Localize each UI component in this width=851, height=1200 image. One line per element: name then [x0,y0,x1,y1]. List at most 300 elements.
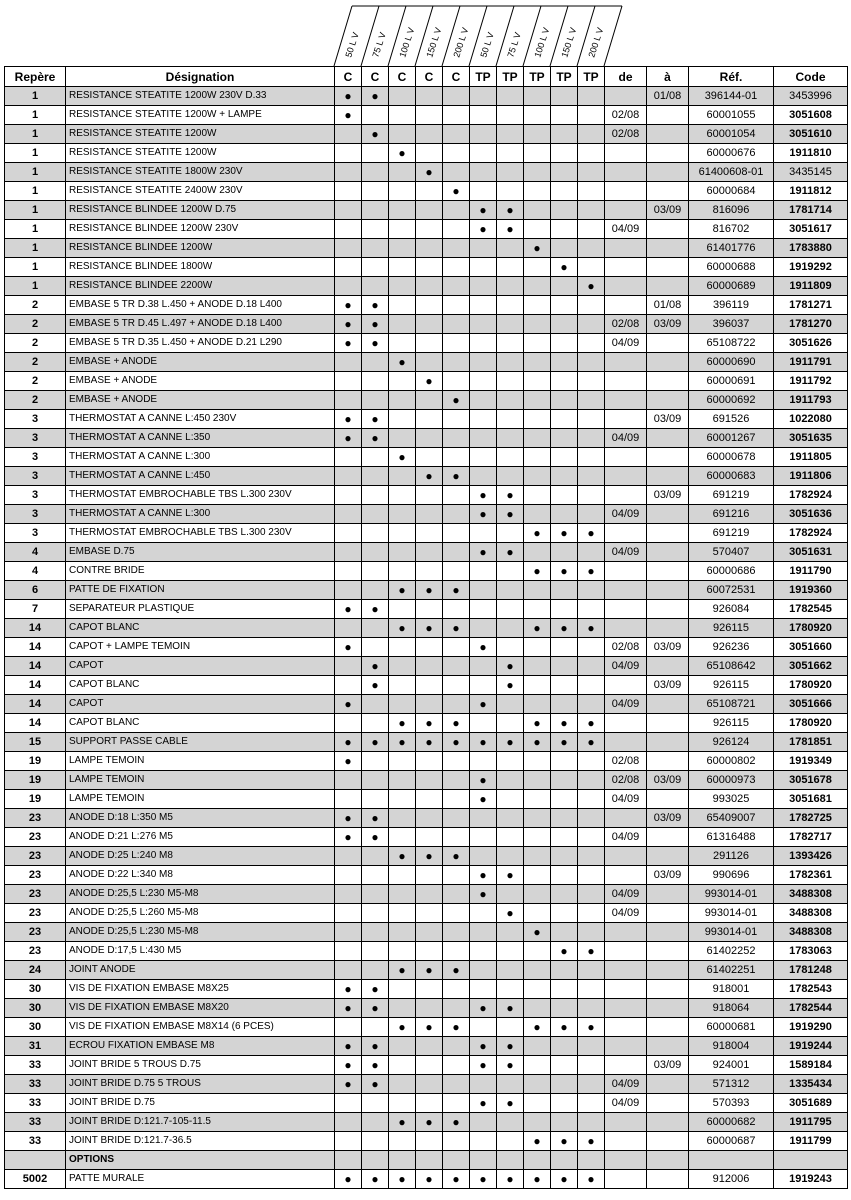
date-to-cell [647,543,689,562]
date-from-cell: 02/08 [605,638,647,657]
header-ref: Réf. [689,67,774,87]
table-row [5,353,848,372]
compat-cell [551,999,578,1018]
compat-cell [443,638,470,657]
compat-cell [578,923,605,942]
table-row [5,638,848,657]
compat-dot-icon: ● [344,1077,352,1091]
compat-cell [443,980,470,999]
code-cell: 3435145 [774,163,848,182]
table-row [5,562,848,581]
compat-cell [578,695,605,714]
compat-cell [578,1056,605,1075]
compat-dot-icon: ● [479,1096,487,1110]
compat-cell [470,828,497,847]
date-from-cell [605,866,647,885]
date-to-cell [647,904,689,923]
compat-cell [389,1132,416,1151]
header-type-3: C [416,67,443,87]
designation-cell: VIS DE FIXATION EMBASE M8X25 [66,980,335,999]
compat-dot-icon: ● [587,1172,595,1186]
ref-cell: 691526 [689,410,774,429]
date-from-cell: 02/08 [605,771,647,790]
date-from-cell: 04/09 [605,885,647,904]
compat-dot-icon: ● [479,545,487,559]
table-row [5,714,848,733]
compat-cell [335,391,362,410]
compat-cell [578,1037,605,1056]
compat-cell [551,353,578,372]
date-from-cell [605,847,647,866]
compat-cell [551,1094,578,1113]
code-cell: 1911799 [774,1132,848,1151]
compat-cell [362,391,389,410]
compat-dot-icon: ● [506,1172,514,1186]
compat-cell [416,1037,443,1056]
compat-cell [389,334,416,353]
code-cell: 3488308 [774,885,848,904]
code-cell: 3051636 [774,505,848,524]
compat-cell [443,201,470,220]
compat-dot-icon: ● [344,811,352,825]
compat-cell [443,1094,470,1113]
compat-cell [389,771,416,790]
date-to-cell [647,144,689,163]
compat-dot-icon: ● [587,1020,595,1034]
compat-dot-icon: ● [506,678,514,692]
compat-cell [551,106,578,125]
ref-cell: 65108642 [689,657,774,676]
compat-cell [443,619,470,638]
compat-dot-icon: ● [344,336,352,350]
compat-cell [362,543,389,562]
repere-cell: 2 [5,391,66,410]
header-divider-line [604,6,622,66]
compat-cell [389,87,416,106]
compat-cell [443,904,470,923]
compat-cell [470,581,497,600]
compat-dot-icon: ● [452,716,460,730]
designation-cell: THERMOSTAT A CANNE L:350 [66,429,335,448]
ref-cell: 65108721 [689,695,774,714]
compat-cell [362,1075,389,1094]
compat-cell [470,885,497,904]
date-from-cell: 04/09 [605,904,647,923]
designation-cell: EMBASE 5 TR D.38 L.450 + ANODE D.18 L400 [66,296,335,315]
compat-cell [389,904,416,923]
compat-cell [389,144,416,163]
compat-cell [335,923,362,942]
repere-cell: 3 [5,505,66,524]
compat-cell [335,581,362,600]
compat-cell [497,1170,524,1189]
compat-cell [524,1170,551,1189]
compat-cell [578,220,605,239]
compat-cell [578,809,605,828]
compat-cell [578,315,605,334]
table-row [5,410,848,429]
compat-dot-icon: ● [344,108,352,122]
repere-cell: 1 [5,182,66,201]
power-label: 150 L V [559,26,579,59]
repere-cell: 23 [5,942,66,961]
compat-cell [470,182,497,201]
compat-cell [578,1113,605,1132]
compat-cell [335,258,362,277]
compat-cell [335,125,362,144]
designation-cell: EMBASE + ANODE [66,372,335,391]
table-row [5,524,848,543]
date-to-cell [647,733,689,752]
compat-cell [389,201,416,220]
repere-cell: 30 [5,980,66,999]
compat-cell [443,467,470,486]
date-to-cell [647,714,689,733]
compat-cell [497,144,524,163]
code-cell: 1782924 [774,524,848,543]
compat-cell [551,220,578,239]
compat-cell [443,448,470,467]
table-row [5,1170,848,1189]
table-row [5,695,848,714]
code-cell: 1781714 [774,201,848,220]
compat-cell [443,771,470,790]
code-cell: 1782361 [774,866,848,885]
compat-cell [497,505,524,524]
compat-cell [497,201,524,220]
compat-cell [389,714,416,733]
compat-cell [443,1132,470,1151]
header-type-8: TP [551,67,578,87]
compat-cell [551,562,578,581]
compat-cell [551,809,578,828]
compat-cell [335,1018,362,1037]
header-type-0: C [335,67,362,87]
compat-cell [524,828,551,847]
designation-cell: SEPARATEUR PLASTIQUE [66,600,335,619]
compat-dot-icon: ● [452,735,460,749]
designation-cell: ANODE D:21 L:276 M5 [66,828,335,847]
date-from-cell: 04/09 [605,695,647,714]
table-header-row [5,67,848,87]
compat-cell [497,619,524,638]
compat-cell [335,904,362,923]
ref-cell: 60000689 [689,277,774,296]
compat-dot-icon: ● [344,640,352,654]
compat-cell [443,524,470,543]
designation-cell: EMBASE 5 TR D.35 L.450 + ANODE D.21 L290 [66,334,335,353]
compat-dot-icon: ● [479,735,487,749]
code-cell: 1911791 [774,353,848,372]
compat-cell [335,619,362,638]
compat-cell [389,467,416,486]
code-cell: 1911806 [774,467,848,486]
table-row [5,258,848,277]
compat-cell [362,429,389,448]
date-from-cell [605,144,647,163]
compat-cell [551,942,578,961]
compat-cell [389,866,416,885]
table-row [5,144,848,163]
compat-cell [389,657,416,676]
compat-cell [524,581,551,600]
compat-cell [389,1170,416,1189]
compat-cell [389,1151,416,1170]
compat-dot-icon: ● [587,944,595,958]
code-cell: 3051631 [774,543,848,562]
table-row [5,1113,848,1132]
compat-cell [335,1132,362,1151]
compat-cell [335,448,362,467]
header-code: Code [774,67,848,87]
compat-dot-icon: ● [344,89,352,103]
ref-cell: 926084 [689,600,774,619]
ref-cell: 60000676 [689,144,774,163]
compat-cell [578,448,605,467]
compat-cell [551,144,578,163]
compat-dot-icon: ● [344,735,352,749]
compat-dot-icon: ● [587,564,595,578]
compat-cell [416,1132,443,1151]
compat-cell [335,410,362,429]
designation-cell: CAPOT [66,695,335,714]
ref-cell: 918001 [689,980,774,999]
compat-cell [497,923,524,942]
compat-cell [389,163,416,182]
code-cell: 3051617 [774,220,848,239]
compat-cell [497,239,524,258]
compat-dot-icon: ● [479,640,487,654]
ref-cell: 990696 [689,866,774,885]
compat-cell [389,125,416,144]
compat-cell [362,372,389,391]
designation-cell: RESISTANCE STEATITE 1200W [66,144,335,163]
code-cell: 1911790 [774,562,848,581]
table-row [5,752,848,771]
compat-cell [416,201,443,220]
repere-cell: 33 [5,1132,66,1151]
repere-cell: 14 [5,695,66,714]
header-type-2: C [389,67,416,87]
compat-cell [362,923,389,942]
repere-cell [5,1151,66,1170]
table-row [5,1018,848,1037]
compat-cell [416,182,443,201]
code-cell: 1782543 [774,980,848,999]
code-cell [774,1151,848,1170]
compat-cell [578,372,605,391]
compat-cell [524,619,551,638]
compat-cell [362,733,389,752]
compat-cell [470,619,497,638]
repere-cell: 19 [5,752,66,771]
parts-table [4,66,848,1189]
repere-cell: 33 [5,1075,66,1094]
compat-cell [335,182,362,201]
compat-cell [443,220,470,239]
table-row [5,657,848,676]
compat-cell [335,1151,362,1170]
date-from-cell: 04/09 [605,543,647,562]
compat-cell [497,486,524,505]
date-to-cell [647,562,689,581]
repere-cell: 14 [5,676,66,695]
designation-cell: CAPOT [66,657,335,676]
date-from-cell [605,258,647,277]
table-row [5,1075,848,1094]
designation-cell: RESISTANCE STEATITE 1200W + LAMPE [66,106,335,125]
compat-cell [470,676,497,695]
compat-cell [497,106,524,125]
compat-cell [578,714,605,733]
compat-cell [551,1132,578,1151]
compat-dot-icon: ● [371,298,379,312]
compat-cell [578,885,605,904]
compat-cell [443,695,470,714]
compat-dot-icon: ● [398,355,406,369]
date-to-cell [647,1132,689,1151]
repere-cell: 30 [5,1018,66,1037]
compat-cell [416,771,443,790]
compat-cell [578,258,605,277]
compat-dot-icon: ● [425,621,433,635]
compat-cell [416,543,443,562]
date-from-cell [605,733,647,752]
table-row [5,904,848,923]
compat-cell [470,486,497,505]
repere-cell: 2 [5,315,66,334]
compat-dot-icon: ● [506,222,514,236]
compat-cell [362,315,389,334]
compat-cell [524,904,551,923]
compat-cell [389,1056,416,1075]
compat-cell [362,676,389,695]
compat-cell [524,733,551,752]
compat-cell [362,1094,389,1113]
compat-cell [362,999,389,1018]
compat-cell [416,638,443,657]
code-cell: 3051678 [774,771,848,790]
compat-dot-icon: ● [425,1115,433,1129]
date-to-cell [647,239,689,258]
designation-cell: OPTIONS [66,1151,335,1170]
table-row [5,505,848,524]
repere-cell: 3 [5,448,66,467]
ref-cell: 60000690 [689,353,774,372]
compat-cell [578,752,605,771]
compat-cell [416,144,443,163]
compat-cell [497,1075,524,1094]
compat-cell [551,885,578,904]
compat-cell [578,600,605,619]
compat-cell [389,619,416,638]
code-cell: 3051662 [774,657,848,676]
compat-cell [389,638,416,657]
date-to-cell [647,505,689,524]
designation-cell: RESISTANCE BLINDEE 1200W [66,239,335,258]
compat-cell [470,980,497,999]
date-to-cell: 03/09 [647,486,689,505]
repere-cell: 3 [5,486,66,505]
compat-cell [551,1018,578,1037]
compat-cell [497,334,524,353]
compat-cell [524,1132,551,1151]
compat-dot-icon: ● [479,1039,487,1053]
repere-cell: 23 [5,904,66,923]
date-to-cell [647,106,689,125]
repere-cell: 14 [5,638,66,657]
compat-cell [389,182,416,201]
code-cell: 3051608 [774,106,848,125]
compat-cell [389,733,416,752]
compat-cell [416,1113,443,1132]
compat-cell [524,961,551,980]
compat-dot-icon: ● [452,469,460,483]
compat-cell [578,410,605,429]
compat-dot-icon: ● [398,1020,406,1034]
compat-cell [524,448,551,467]
compat-dot-icon: ● [425,735,433,749]
compat-cell [551,1170,578,1189]
compat-dot-icon: ● [560,564,568,578]
compat-cell [443,999,470,1018]
compat-cell [362,638,389,657]
compat-cell [389,752,416,771]
table-row [5,429,848,448]
designation-cell: RESISTANCE BLINDEE 1800W [66,258,335,277]
table-row [5,676,848,695]
code-cell: 1780920 [774,619,848,638]
compat-cell [470,771,497,790]
repere-cell: 3 [5,467,66,486]
code-cell: 1335434 [774,1075,848,1094]
compat-cell [470,277,497,296]
date-from-cell [605,942,647,961]
designation-cell: THERMOSTAT A CANNE L:450 230V [66,410,335,429]
compat-dot-icon: ● [371,1058,379,1072]
repere-cell: 3 [5,410,66,429]
compat-dot-icon: ● [506,1001,514,1015]
compat-cell [470,695,497,714]
compat-dot-icon: ● [560,1172,568,1186]
compat-cell [578,1094,605,1113]
date-from-cell: 04/09 [605,505,647,524]
compat-dot-icon: ● [452,583,460,597]
date-from-cell [605,923,647,942]
compat-dot-icon: ● [452,184,460,198]
compat-cell [335,372,362,391]
compat-cell [524,1151,551,1170]
compat-cell [443,847,470,866]
ref-cell: 60000682 [689,1113,774,1132]
compat-dot-icon: ● [533,564,541,578]
compat-cell [416,429,443,448]
code-cell: 1781270 [774,315,848,334]
compat-cell [416,239,443,258]
compat-cell [551,334,578,353]
designation-cell: RESISTANCE BLINDEE 1200W D.75 [66,201,335,220]
compat-cell [443,885,470,904]
designation-cell: THERMOSTAT A CANNE L:450 [66,467,335,486]
compat-cell [389,505,416,524]
table-row [5,1094,848,1113]
table-row [5,847,848,866]
date-from-cell [605,296,647,315]
compat-cell [497,1094,524,1113]
compat-cell [416,1151,443,1170]
compat-cell [551,391,578,410]
table-row [5,1037,848,1056]
